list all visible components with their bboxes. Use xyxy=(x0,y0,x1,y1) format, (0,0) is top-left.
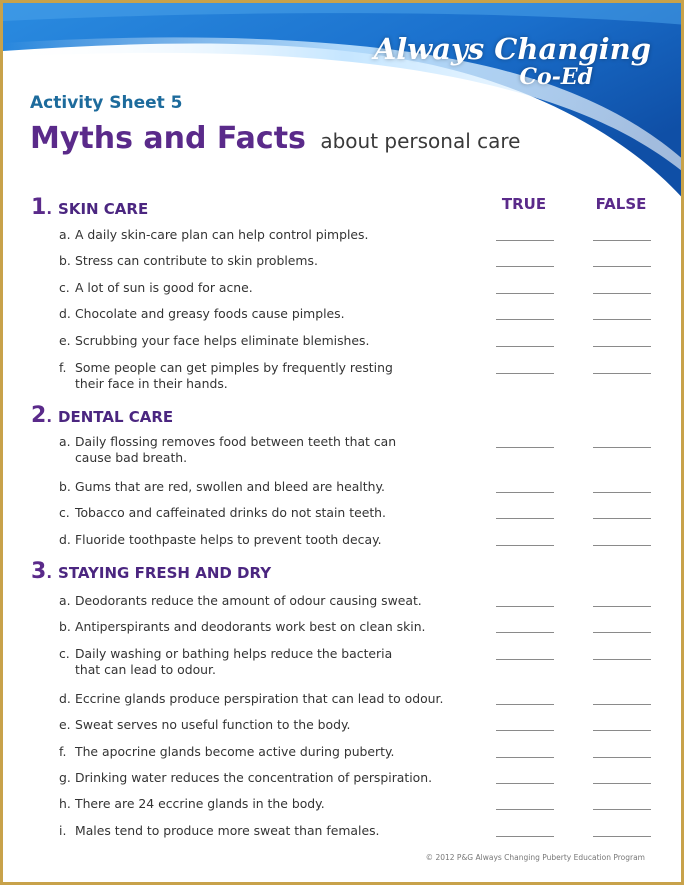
question-letter: e. xyxy=(59,333,71,348)
true-answer-blank[interactable] xyxy=(496,293,554,294)
false-answer-blank[interactable] xyxy=(593,659,651,660)
question-text: The apocrine glands become active during puberty. xyxy=(75,744,395,759)
question-letter: h. xyxy=(59,796,71,811)
question-letter: d. xyxy=(59,691,71,706)
question-item xyxy=(59,333,459,349)
true-answer-blank[interactable] xyxy=(496,606,554,607)
question-item xyxy=(59,593,459,609)
true-answer-blank[interactable] xyxy=(496,632,554,633)
true-answer-blank[interactable] xyxy=(496,346,554,347)
false-answer-blank[interactable] xyxy=(593,240,651,241)
question-letter: c. xyxy=(59,505,70,520)
section-number-dot: . xyxy=(46,408,53,426)
question-text: Some people can get pimples by frequently resting xyxy=(75,360,393,375)
section-title xyxy=(31,559,271,584)
question-item xyxy=(59,691,459,707)
true-answer-blank[interactable] xyxy=(496,492,554,493)
section-label: DENTAL CARE xyxy=(58,408,174,426)
false-answer-blank[interactable] xyxy=(593,783,651,784)
question-text: Fluoride toothpaste helps to prevent tooth decay. xyxy=(75,532,382,547)
false-column-header: FALSE xyxy=(595,195,647,213)
question-text: cause bad breath. xyxy=(75,450,188,465)
false-answer-blank[interactable] xyxy=(593,293,651,294)
question-text: their face in their hands. xyxy=(75,376,228,391)
activity-sheet-label: Activity Sheet 5 xyxy=(30,93,183,113)
question-text: Sweat serves no useful function to the body. xyxy=(75,717,351,732)
true-answer-blank[interactable] xyxy=(496,240,554,241)
question-letter: d. xyxy=(59,532,71,547)
question-text: Tobacco and caffeinated drinks do not stain teeth. xyxy=(75,505,386,520)
question-text: There are 24 eccrine glands in the body. xyxy=(75,796,325,811)
question-text: Chocolate and greasy foods cause pimples. xyxy=(75,306,345,321)
question-letter: b. xyxy=(59,253,71,268)
question-letter: f. xyxy=(59,360,67,375)
question-item xyxy=(59,360,459,392)
true-answer-blank[interactable] xyxy=(496,373,554,374)
question-letter: b. xyxy=(59,479,71,494)
false-answer-blank[interactable] xyxy=(593,809,651,810)
question-letter: c. xyxy=(59,280,70,295)
question-item xyxy=(59,280,459,296)
section-number: 3 xyxy=(31,559,47,584)
question-item xyxy=(59,717,459,733)
question-text: A daily skin-care plan can help control pimples. xyxy=(75,227,369,242)
section-label: SKIN CARE xyxy=(58,200,149,218)
true-column-header: TRUE xyxy=(501,195,547,213)
question-letter: a. xyxy=(59,593,71,608)
question-letter: d. xyxy=(59,306,71,321)
true-answer-blank[interactable] xyxy=(496,757,554,758)
question-item xyxy=(59,619,459,635)
section-title xyxy=(31,403,173,428)
question-item xyxy=(59,744,459,760)
question-text: Antiperspirants and deodorants work best on clean skin. xyxy=(75,619,426,634)
question-item xyxy=(59,479,459,495)
question-text: Drinking water reduces the concentration of perspiration. xyxy=(75,770,433,785)
section-label: STAYING FRESH AND DRY xyxy=(58,564,272,582)
false-answer-blank[interactable] xyxy=(593,346,651,347)
section-number-dot: . xyxy=(46,564,53,582)
true-answer-blank[interactable] xyxy=(496,266,554,267)
page-title xyxy=(30,121,520,156)
false-answer-blank[interactable] xyxy=(593,836,651,837)
question-text: Scrubbing your face helps eliminate blemishes. xyxy=(75,333,370,348)
question-item xyxy=(59,770,459,786)
question-item xyxy=(59,796,459,812)
question-item xyxy=(59,434,459,466)
question-item xyxy=(59,823,459,839)
question-item xyxy=(59,532,459,548)
question-text: Eccrine glands produce perspiration that can lead to odour. xyxy=(75,691,444,706)
question-letter: c. xyxy=(59,646,70,661)
true-answer-blank[interactable] xyxy=(496,704,554,705)
question-text: Stress can contribute to skin problems. xyxy=(75,253,318,268)
question-text: Daily flossing removes food between teeth that can xyxy=(75,434,397,449)
page-title-main: Myths and Facts xyxy=(30,121,306,156)
question-item xyxy=(59,253,459,269)
section-title xyxy=(31,195,148,220)
false-answer-blank[interactable] xyxy=(593,266,651,267)
question-letter: f. xyxy=(59,744,67,759)
brand-logo-line2: Co-Ed xyxy=(519,64,593,90)
question-text: Daily washing or bathing helps reduce the bacteria xyxy=(75,646,393,661)
section-number-dot: . xyxy=(46,200,53,218)
question-text: Gums that are red, swollen and bleed are healthy. xyxy=(75,479,385,494)
false-answer-blank[interactable] xyxy=(593,606,651,607)
true-answer-blank[interactable] xyxy=(496,659,554,660)
question-item xyxy=(59,306,459,322)
question-text: that can lead to odour. xyxy=(75,662,216,677)
question-text: Males tend to produce more sweat than females. xyxy=(75,823,380,838)
false-answer-blank[interactable] xyxy=(593,518,651,519)
question-letter: b. xyxy=(59,619,71,634)
section-number: 2 xyxy=(31,403,47,428)
question-item xyxy=(59,227,459,243)
copyright-footer: © 2012 P&G Always Changing Puberty Education Program xyxy=(425,853,645,862)
question-letter: g. xyxy=(59,770,71,785)
true-answer-blank[interactable] xyxy=(496,518,554,519)
true-answer-blank[interactable] xyxy=(496,447,554,448)
false-answer-blank[interactable] xyxy=(593,632,651,633)
question-letter: a. xyxy=(59,434,71,449)
false-answer-blank[interactable] xyxy=(593,319,651,320)
question-text: Deodorants reduce the amount of odour causing sweat. xyxy=(75,593,422,608)
brand-logo xyxy=(374,33,651,89)
true-answer-blank[interactable] xyxy=(496,783,554,784)
false-answer-blank[interactable] xyxy=(593,704,651,705)
false-answer-blank[interactable] xyxy=(593,757,651,758)
true-answer-blank[interactable] xyxy=(496,319,554,320)
true-answer-blank[interactable] xyxy=(496,730,554,731)
question-letter: a. xyxy=(59,227,71,242)
false-answer-blank[interactable] xyxy=(593,545,651,546)
false-answer-blank[interactable] xyxy=(593,492,651,493)
question-text: A lot of sun is good for acne. xyxy=(75,280,253,295)
section-number: 1 xyxy=(31,195,47,220)
question-item xyxy=(59,646,459,678)
question-letter: e. xyxy=(59,717,71,732)
true-answer-blank[interactable] xyxy=(496,836,554,837)
true-answer-blank[interactable] xyxy=(496,545,554,546)
question-item xyxy=(59,505,459,521)
page-title-sub: about personal care xyxy=(320,129,521,153)
false-answer-blank[interactable] xyxy=(593,730,651,731)
brand-logo-line1: Always Changing xyxy=(373,32,651,66)
false-answer-blank[interactable] xyxy=(593,373,651,374)
question-letter: i. xyxy=(59,823,67,838)
true-answer-blank[interactable] xyxy=(496,809,554,810)
false-answer-blank[interactable] xyxy=(593,447,651,448)
